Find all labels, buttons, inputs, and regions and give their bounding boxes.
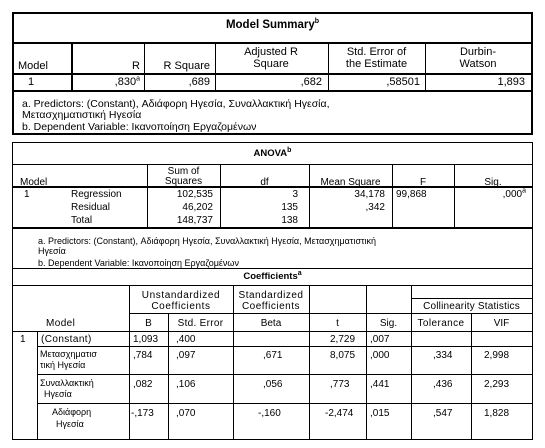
grid-line xyxy=(37,374,533,375)
grid-line xyxy=(471,313,472,440)
anova-row-label: Total xyxy=(71,215,93,226)
cell-t: ,773 xyxy=(330,379,350,390)
cell-sum-of-squares: 148,737 xyxy=(176,215,213,226)
cell-sig: ,007 xyxy=(370,334,390,345)
header-standardized: Coefficients xyxy=(241,301,301,312)
coef-row-label: τική Ηγεσία xyxy=(40,360,86,370)
cell-t: 8,075 xyxy=(330,350,356,361)
cell-t: -2,474 xyxy=(325,408,354,419)
footnote-predictors: a. Predictors: (Constant), Αδιάφορη Ηγεσία, Συναλλακτική Ηγεσία, Μετασχηματιστική xyxy=(38,236,377,246)
grid-line xyxy=(168,313,169,440)
cell-model: 1 xyxy=(28,76,35,88)
header-r: R xyxy=(132,60,140,72)
frame-line xyxy=(532,268,533,440)
header-std-error: the Estimate xyxy=(345,58,408,70)
grid-line xyxy=(309,285,310,440)
header-tolerance: Tolerance xyxy=(417,318,465,329)
header-durbin-watson: Watson xyxy=(459,58,497,70)
cell-vif: 1,828 xyxy=(484,408,510,419)
cell-sig: ,441 xyxy=(370,379,390,390)
anova-row-label: Residual xyxy=(71,202,110,213)
header-sig: Sig. xyxy=(484,177,502,188)
grid-line xyxy=(411,298,532,299)
header-model: Model xyxy=(20,177,48,188)
anova-title: ANOVA$^b$ xyxy=(253,146,292,159)
cell-r: ,830$^a$ xyxy=(114,75,140,88)
grid-line xyxy=(12,90,533,92)
header-std-error: Std. Error of xyxy=(346,46,407,58)
grid-line xyxy=(37,331,38,440)
grid-line xyxy=(12,331,533,332)
grid-line xyxy=(37,346,533,347)
cell-beta: ,671 xyxy=(263,350,283,361)
header-adjusted-r-square: Square xyxy=(253,58,289,70)
header-df: df xyxy=(260,177,269,188)
cell-sig: ,000$^a$ xyxy=(502,187,526,200)
frame-line xyxy=(12,12,533,14)
frame-line xyxy=(12,142,13,269)
frame-line xyxy=(12,268,13,440)
cell-mean-square: 34,178 xyxy=(354,189,385,200)
frame-line xyxy=(12,133,533,135)
cell-mean-square: ,342 xyxy=(365,202,385,213)
header-model: Model xyxy=(18,60,48,72)
grid-line xyxy=(37,403,533,404)
header-beta: Beta xyxy=(260,318,282,329)
frame-line xyxy=(12,268,533,269)
cell-sum-of-squares: 102,535 xyxy=(176,189,213,200)
header-unstandardized: Unstandardized xyxy=(141,290,221,301)
header-vif: VIF xyxy=(493,318,510,329)
header-collinearity: Collinearity Statistics xyxy=(423,301,520,312)
cell-tolerance: ,436 xyxy=(433,379,453,390)
grid-line xyxy=(12,227,533,229)
cell-std-error: ,58501 xyxy=(386,76,420,88)
grid-line xyxy=(12,73,533,75)
grid-line xyxy=(12,285,533,286)
cell-durbin-watson: 1,893 xyxy=(497,76,525,88)
header-r-square: R Square xyxy=(163,60,210,72)
coefficients-title: Coefficients$^a$ xyxy=(243,269,302,282)
header-sig: Sig. xyxy=(379,318,398,329)
cell-b: ,082 xyxy=(133,379,153,390)
cell-tolerance: ,547 xyxy=(433,408,453,419)
cell-f: 99,868 xyxy=(396,189,427,200)
model-summary-title: Model Summary$^b$ xyxy=(225,18,320,31)
coef-row-label: (Constant) xyxy=(41,334,92,345)
cell-t: 2,729 xyxy=(330,334,356,345)
frame-line xyxy=(12,142,533,143)
footnote-predictors: Μετασχηματιστική Ηγεσία xyxy=(22,109,142,121)
cell-std-error: ,106 xyxy=(176,379,196,390)
footnote-predictors: Ηγεσία xyxy=(38,246,66,256)
coef-row-label: Αδιάφορη xyxy=(52,407,92,417)
cell-tolerance: ,334 xyxy=(433,350,453,361)
cell-model: 1 xyxy=(24,189,30,200)
header-std-error: Std. Error xyxy=(177,318,224,329)
coef-row-label: Μετασχηματισ xyxy=(40,349,97,359)
grid-line xyxy=(366,285,367,440)
header-t: t xyxy=(336,318,339,329)
header-mean-square: Mean Square xyxy=(320,177,381,188)
cell-sig: ,015 xyxy=(370,408,390,419)
header-adjusted-r-square: Adjusted R xyxy=(244,46,298,58)
grid-line xyxy=(71,42,73,91)
footnote-dependent: b. Dependent Variable: Ικανοποίηση Εργαζομένων xyxy=(38,258,239,268)
cell-vif: 2,293 xyxy=(484,379,510,390)
coef-row-label: Ηγεσία xyxy=(44,389,72,399)
footnote-dependent: b. Dependent Variable: Ικανοποίηση Εργαζομένων xyxy=(22,121,257,133)
cell-std-error: ,097 xyxy=(176,350,196,361)
cell-model: 1 xyxy=(20,334,26,345)
cell-beta: ,056 xyxy=(263,379,283,390)
coef-row-label: Συναλλακτική xyxy=(40,378,94,388)
frame-line xyxy=(12,439,533,440)
header-unstandardized: Coefficients xyxy=(151,301,211,312)
header-standardized: Standardized xyxy=(238,290,304,301)
cell-df: 3 xyxy=(292,189,298,200)
cell-beta: -,160 xyxy=(258,408,281,419)
cell-b: 1,093 xyxy=(133,334,159,345)
header-model: Model xyxy=(46,318,76,329)
anova-row-label: Regression xyxy=(71,189,122,200)
cell-r-square: ,689 xyxy=(188,76,210,88)
cell-std-error: ,400 xyxy=(176,334,196,345)
header-b: B xyxy=(145,318,152,329)
header-sum-of-squares: Squares xyxy=(164,176,203,187)
header-sum-of-squares: Sum of xyxy=(167,166,200,177)
header-durbin-watson: Durbin- xyxy=(459,46,497,58)
frame-line xyxy=(532,142,533,269)
footnote-predictors: a. Predictors: (Constant), Αδιάφορη Ηγεσία, Συναλλακτική Ηγεσία, xyxy=(22,98,330,110)
cell-vif: 2,998 xyxy=(484,350,510,361)
cell-sig: ,000 xyxy=(370,350,390,361)
cell-b: ,784 xyxy=(133,350,153,361)
cell-b: -,173 xyxy=(131,408,154,419)
cell-df: 135 xyxy=(281,202,298,213)
cell-std-error: ,070 xyxy=(176,408,196,419)
cell-adjusted-r-square: ,682 xyxy=(300,76,322,88)
cell-sum-of-squares: 46,202 xyxy=(182,202,213,213)
coef-row-label: Ηγεσία xyxy=(56,419,84,429)
header-f: F xyxy=(419,177,427,188)
grid-line xyxy=(392,164,393,227)
grid-line xyxy=(12,42,533,44)
cell-df: 138 xyxy=(281,215,298,226)
